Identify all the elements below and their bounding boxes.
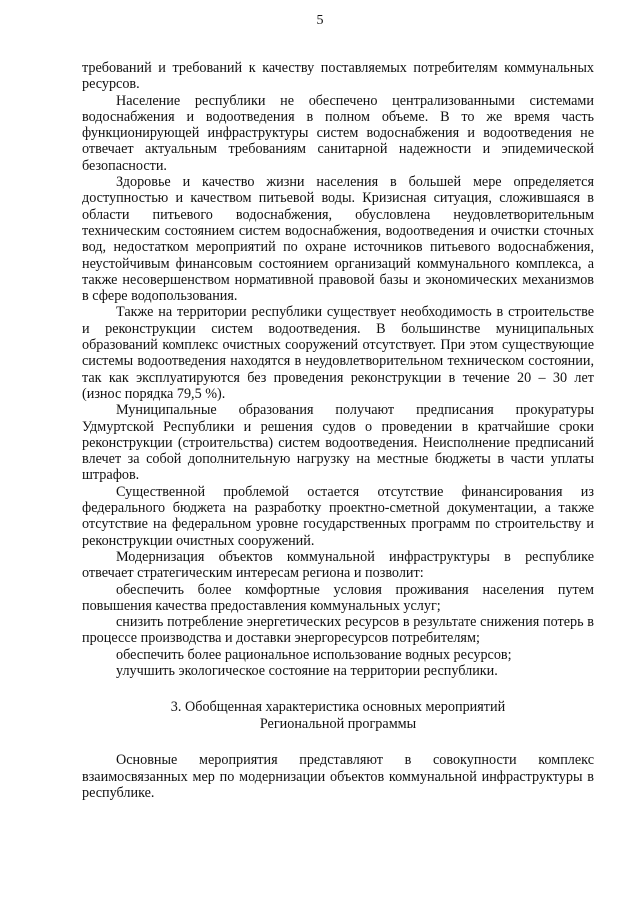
section-heading-line-1: 3. Обобщенная характеристика основных мероприятий (170, 699, 506, 716)
paragraph-sewerage-reconstruction: Также на территории республики существует необходимость в строительстве и реконструкции систем водоотведения. В большинстве муниципальных образований комплекс очистных сооружений отсутствует. При этом существующие системы водоотведения находятся в неудовлетворительном техническом состоянии, так как эксплуатируются без проведения реконструкции в течение 20 – 30 лет (износ порядка 79,5 %). (82, 304, 594, 402)
paragraph-water-supply-coverage: Население республики не обеспечено централизованными системами водоснабжения и водоотведения в полном объеме. В то же время часть функционирующей инфраструктуры систем водоснабжения и водоотведения не отвечает актуальным требованиям санитарной надежности и эпидемической безопасности. (82, 92, 594, 174)
paragraph-health-and-drinking-water: Здоровье и качество жизни населения в большей мере определяется доступностью и качеством питьевой воды. Кризисная ситуация, сложившаяся в области питьевого водоснабжения, обусловлена неудовлетворительным техническим состоянием систем водоснабжения, водоотведения и очистки сточных вод, недостатком мероприятий по охране источников питьевого водоснабжения, неустойчивым финансовым состоянием организаций коммунального комплекса, а также несовершенством нормативной правовой базы и экономических механизмов в сфере водопользования. (82, 174, 594, 305)
page-number: 5 (316, 13, 324, 28)
paragraph-continuation: требований и требований к качеству поставляемых потребителям коммунальных ресурсов. (82, 60, 594, 93)
list-item-comfortable-living: обеспечить более комфортные условия проживания населения путем повышения качества предоставления коммунальных услуг; (82, 581, 594, 614)
paragraph-funding-problem: Существенной проблемой остается отсутствие финансирования из федерального бюджета на разработку проектно-сметной документации, а также отсутствие на федеральном уровне государственных программ по строительству и реконструкции очистных сооружений. (82, 483, 594, 549)
document-body (82, 60, 594, 801)
section-heading-line-2: Региональной программы (259, 716, 417, 733)
section-heading (82, 699, 594, 733)
list-item-ecology: улучшить экологическое состояние на территории республики. (116, 662, 498, 679)
paragraph-main-measures: Основные мероприятия представляют в совокупности комплекс взаимосвязанных мер по модернизации объектов коммунальной инфраструктуры в республике. (82, 752, 594, 801)
paragraph-modernization-intro: Модернизация объектов коммунальной инфраструктуры в республике отвечает стратегическим интересам региона и позволит: (82, 548, 594, 582)
list-item-energy-reduction: снизить потребление энергетических ресурсов в результате снижения потерь в процессе производства и доставки энергоресурсов потребителям; (82, 614, 594, 647)
list-item-water-use: обеспечить более рациональное использование водных ресурсов; (116, 646, 512, 663)
paragraph-municipal-orders: Муниципальные образования получают предписания прокуратуры Удмуртской Республики и решения судов о проведении в кратчайшие сроки реконструкции (строительства) систем водоотведения. Неисполнение предписаний влечет за собой дополнительную нагрузку на местные бюджеты в части уплаты штрафов. (82, 402, 594, 484)
